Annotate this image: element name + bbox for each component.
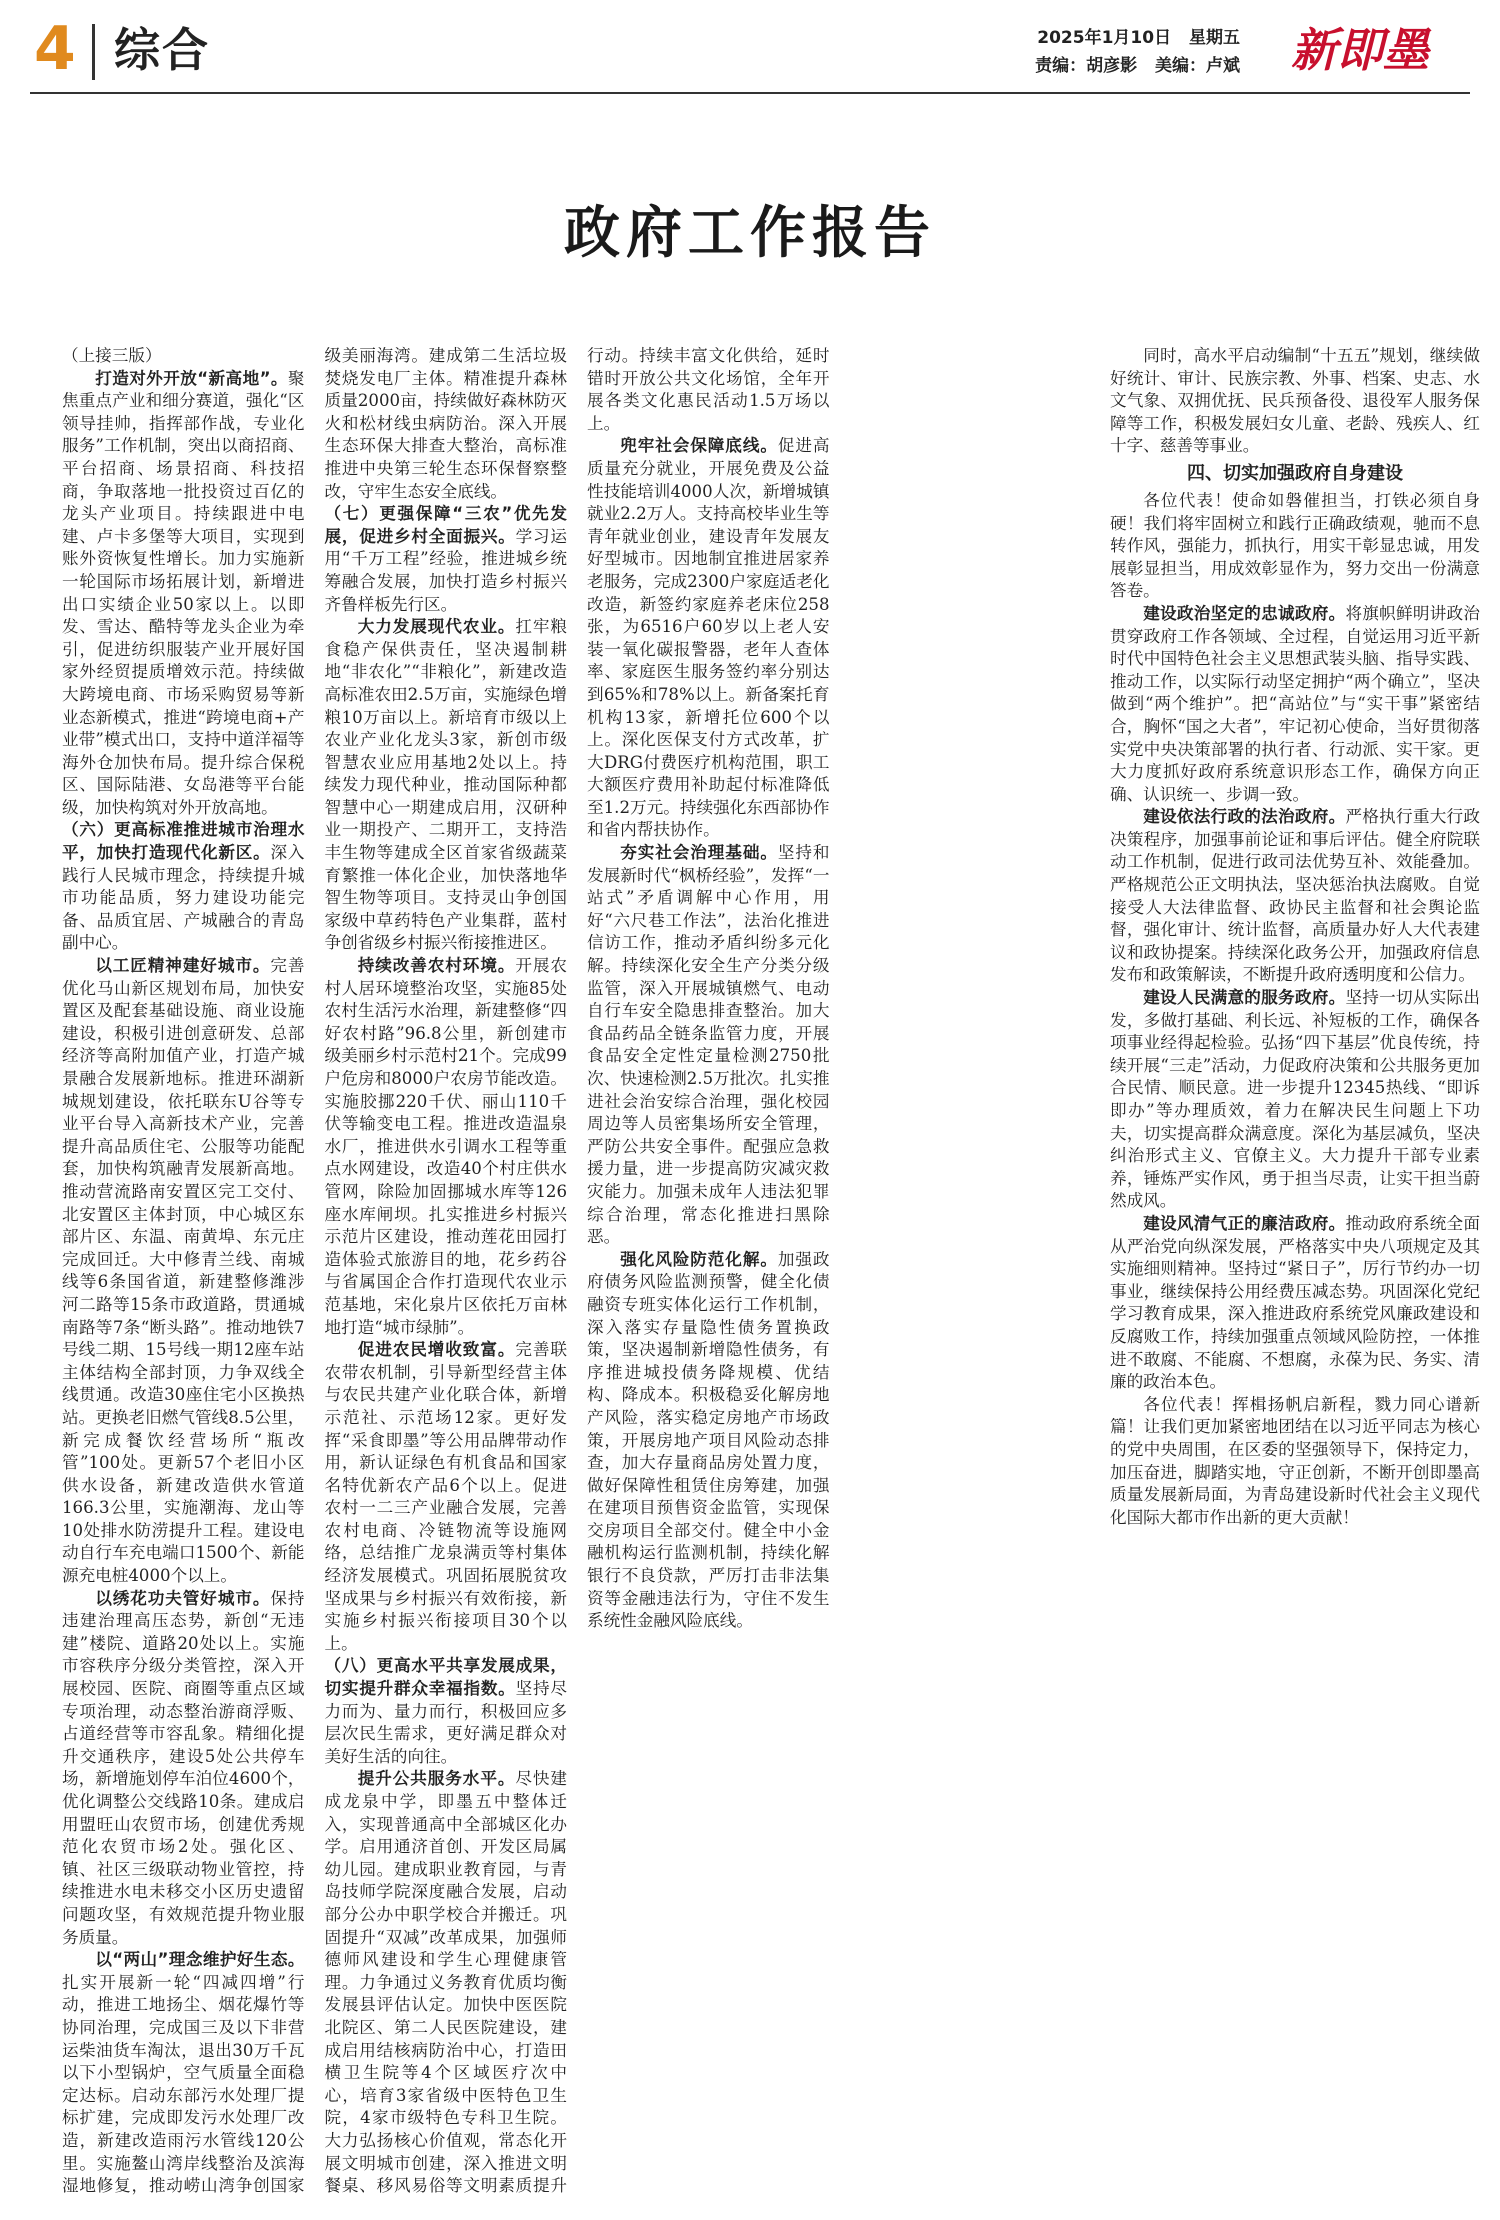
paragraph-text: 完善优化马山新区规划布局，加快安置区及配套基础设施、商业设施建设，积极引进创意研发、总部经济等高附加值产业，打造产城景融合发展新地标。推进环湖新城规划建设，依托联东U谷等专业平台导入高新技术产业，完善提升高品质住宅、公服等功能配套，加快构筑融青发展新高地。推动营流路南安置区完工交付、北安置区主体封顶，中心城区东部片区、东温、南黄埠、东元庄完成回迁。大中修青兰线、南城线等6条国省道，新建整修潍涉河二路等15条市政道路，贯通城南路等7条“断头路”。推动地铁7号线二期、15号线一期12座车站主体结构全部封顶，力争双线全线贯通。改造30座住宅小区换热站。更换老旧燃气管线8.5公里，新完成餐饮经营场所“瓶改管”100处。更新57个老旧小区供水设备，新建改造供水管道166.3公里，实施潮海、龙山等10处排水防涝提升工程。建设电动自行车充电端口1500个、新能源充电桩4000个以上。 — [62, 956, 305, 1586]
paragraph-lead: 大力发展现代农业。 — [357, 617, 516, 637]
paragraph-lead: 打造对外开放“新高地”。 — [95, 368, 288, 388]
paragraph-text: 各位代表！挥楫扬帆启新程，戮力同心谱新篇！让我们更加紧密地团结在以习近平同志为核心的党中央周围，在区委的坚强领导下，保持定力，加压奋进，脚踏实地，守正创新，不断开创即墨高质量发展新局面，为青岛建设新时代社会主义现代化国际大都市作出新的更大贡献！ — [1110, 1394, 1480, 1527]
designer-credit: 美编：卢斌 — [1155, 56, 1240, 76]
paragraph-text: 各位代表！使命如磐催担当，打铁必须自身硬！我们将牢固树立和践行正确政绩观，驰而不息转作风，强能力，抓执行，用实干彰显忠诚，用发展彰显担当，用成效彰显作为，努力交出一份满意答卷。 — [1110, 490, 1480, 601]
paragraph-text: 同时，高水平启动编制“十五五”规划，继续做好统计、审计、民族宗教、外事、档案、史志、水文气象、双拥优抚、民兵预备役、退役军人服务保障等工作，积极发展妇女儿童、老龄、残疾人、红十字、慈善等事业。 — [1110, 346, 1480, 456]
newspaper-logo — [1250, 14, 1470, 84]
paragraph-lead: 以“两山”理念维护好生态。 — [95, 1950, 305, 1970]
paragraph-text: 严格执行重大行政决策程序，加强事前论证和事后评估。健全府院联动工作机制，促进行政司法优势互补、效能叠加。严格规范公正文明执法，坚决惩治执法腐败。自觉接受人大法律监督、政协民主监督和社会舆论监督，强化审计、统计监督，高质量办好人大代表建议和政协提案。持续深化政务公开，加强政府信息发布和政策解读，不断提升政府透明度和公信力。 — [1110, 807, 1480, 985]
paragraph-lead: 以工匠精神建好城市。 — [95, 956, 271, 976]
header-rule — [30, 92, 1470, 94]
paragraph-text: 促进高质量充分就业，开展免费及公益性技能培训4000人次，新增城镇就业2.2万人。支持高校毕业生等青年就业创业，建设青年发展友好型城市。因地制宜推进居家养老服务，完成2300户家庭适老化改造，新签约家庭养老床位258张，为6516户60岁以上老人安装一氧化碳报警器，老年人查体率、家庭医生服务签约率分别达到65%和78%以上。新备案托育机构13家，新增托位600个以上。深化医保支付方式改革，扩大DRG付费医疗机构范围，职工大额医疗费用补助起付标准降低至1.2万元。持续强化东西部协作和省内帮扶协作。 — [587, 436, 830, 840]
article-headline: 政府工作报告 — [564, 200, 936, 266]
header-separator — [92, 24, 95, 80]
article-paragraph — [1110, 345, 1480, 458]
article-body-right-column — [1110, 345, 1480, 2205]
paragraph-text: 保持违建治理高压态势，新创“无违建”楼院、道路20处以上。实施市容秩序分级分类管控，深入开展校园、医院、商圈等重点区域专项治理，动态整治游商浮贩、占道经营等市容乱象。精细化提升交通秩序，建设5处公共停车场，新增施划停车泊位4600个，优化调整公交线路10条。建成启用盟旺山农贸市场，创建优秀规范化农贸市场2处。强化区、镇、社区三级联动物业管控，持续推进水电未移交小区历史遗留问题攻坚，有效规范提升物业服务质量。 — [62, 1588, 305, 1947]
subsection-heading: （六）更高标准推进城市治理水平，加快打造现代化新区。 — [62, 820, 305, 863]
paragraph-lead: 持续改善农村环境。 — [357, 956, 516, 976]
paragraph-lead: 建设政治坚定的忠诚政府。 — [1143, 603, 1346, 623]
article-paragraph — [325, 1339, 568, 1655]
subsection-heading: （八）更高水平共享发展成果，切实提升群众幸福指数。 — [324, 1656, 567, 1699]
masthead — [30, 14, 1470, 88]
paragraph-text: 加强政府债务风险监测预警，健全化债融资专班实体化运行工作机制，深入落实存量隐性债务置换政策，坚决遏制新增隐性债务，有序推进城投债务降规模、优结构、降成本。积极稳妥化解房地产风险，落实稳定房地产市场政策，开展房地产项目风险动态排查，加大存量商品房处置力度，做好保障性租赁住房筹建，加强在建项目预售资金监管，实现保交房项目全部交付。健全中小金融机构运行监测机制，持续化解银行不良贷款，严厉打击非法集资等金融违法行为，守住不发生系统性金融风险底线。 — [587, 1249, 830, 1631]
paragraph-lead: 促进农民增收致富。 — [357, 1340, 516, 1360]
article-paragraph — [325, 503, 568, 616]
article-paragraph — [1110, 1213, 1480, 1394]
article-paragraph — [62, 1588, 305, 1950]
article-paragraph — [62, 819, 305, 955]
paragraph-text: 开展农村人居环境整治攻坚，实施85处农村生活污水治理，新建整修“四好农村路”96.8公里，新创建市级美丽乡村示范村21个。完成99户危房和8000户农房节能改造。实施胶挪220千伏、丽山110千伏等输变电工程。推进改造温泉水厂，推进供水引调水工程等重点水网建设，改造40个村庄供水管网，除险加固挪城水库等126座水库闸坝。扎实推进乡村振兴示范片区建设，推动莲花田园打造体验式旅游目的地，花乡药谷与省属国企合作打造现代农业示范基地，宋化泉片区依托万亩林地打造“城市绿肺”。 — [324, 956, 568, 1337]
article-paragraph — [1110, 806, 1480, 987]
paragraph-text: 坚持和发展新时代“枫桥经验”，发挥“一站式”矛盾调解中心作用，用好“六尺巷工作法”，法治化推进信访工作，推动矛盾纠纷多元化解。持续深化安全生产分类分级监管，深入开展城镇燃气、电动自行车安全隐患排查整治。加大食品药品全链条监管力度，开展食品安全定性定量检测2750批次、快速检测2.5万批次。扎实推进社会治安综合治理，强化校园周边等人员密集场所安全管理，严防公共安全事件。配强应急救援力量，进一步提高防灾减灾救灾能力。加强未成年人违法犯罪综合治理，常态化推进扫黑除恶。 — [587, 843, 830, 1247]
paragraph-lead: 以绣花功夫管好城市。 — [95, 1588, 271, 1608]
article-paragraph — [587, 842, 830, 1249]
paragraph-lead: 建设风清气正的廉洁政府。 — [1143, 1213, 1346, 1233]
article-paragraph — [1110, 1394, 1480, 1530]
paragraph-lead: 强化风险防范化解。 — [620, 1249, 778, 1269]
paragraph-lead: 建设人民满意的服务政府。 — [1143, 988, 1346, 1008]
paragraph-text: 完善联农带农机制，引导新型经营主体与农民共建产业化联合体，新增示范社、示范场12家。更好发挥“采食即墨”等公用品牌带动作用，新认证绿色有机食品和国家名特优新农产品6个以上。促进农村一二三产业融合发展，完善农村电商、冷链物流等设施网络，总结推广龙泉满贡等村集体经济发展模式。巩固拓展脱贫攻坚成果与乡村振兴有效衔接，新实施乡村振兴衔接项目30个以上。 — [324, 1340, 568, 1653]
paragraph-text: 将旗帜鲜明讲政治贯穿政府工作各领域、全过程，自觉运用习近平新时代中国特色社会主义思想武装头脑、指导实践、推动工作，以实际行动坚定拥护“两个确立”，坚决做到“两个维护”。把“高站位”与“实干事”紧密结合，胸怀“国之大者”，牢记初心使命，当好贯彻落实党中央决策部署的执行者、行动派、实干家。更大力度抓好政府系统意识形态工作，确保方向正确、认识统一、步调一致。 — [1110, 603, 1480, 804]
issue-date: 2025年1月10日 — [1037, 28, 1172, 48]
paragraph-text: 尽快建成龙泉中学，即墨五中整体迁入，实现普通高中全部城区化办学。启用通济首创、开发区局属幼儿园。建成职业教育园，与青岛技师学院深度融合发展，启动部分公办中职学校合并搬迁。巩固提升“双减”改革成果，加强师德师风建设和学生心理健康管理。力争通过义务教育优质均衡发展县评估认定。加快中医医院北院区、第二人民医院建设，建成启用结核病防治中心，打造田横卫生院等4个区域医疗次中心，培育3家省级中医特色卫生院，4家市级特色专科卫生院。大力弘扬核心价值观，常态化开展文明城市创建，深入推进文明餐桌、移风易俗等文明素质提升行动。持续丰富文化供给，延时错时开放公共文化场馆，全年开展各类文化惠民活动1.5万场以上。 — [324, 346, 830, 2196]
article-paragraph — [325, 955, 568, 1339]
paragraph-lead: 提升公共服务水平。 — [357, 1769, 516, 1789]
article-body — [62, 345, 1092, 2205]
subsection-heading: （七）更强保障“三农”优先发展，促进乡村全面振兴。 — [324, 504, 567, 546]
article-paragraph — [587, 435, 830, 842]
paragraph-lead: 建设依法行政的法治政府。 — [1143, 807, 1346, 827]
article-paragraph — [587, 1249, 830, 1633]
paragraph-lead: 夯实社会治理基础。 — [620, 843, 778, 863]
article-paragraph — [1110, 603, 1480, 806]
article-paragraph — [325, 1655, 568, 1768]
section-heading: 四、切实加强政府自身建设 — [1187, 462, 1403, 484]
header-info — [1023, 24, 1240, 80]
paragraph-text: 聚焦重点产业和细分赛道，强化“区领导挂帅，指挥部作战，专业化服务”工作机制，突出以商招商、平台招商、场景招商、科技招商，争取落地一批投资过百亿的龙头产业项目。持续跟进中电建、卢卡多堡等大项目，实现到账外资恢复性增长。加力实施新一轮国际市场拓展计划，新增进出口实绩企业50家以上。以即发、雪达、酷特等龙头企业为牵引，促进纺织服装产业开展好国家外经贸提质增效示范。持续做大跨境电商、市场采购贸易等新业态新模式，推进“跨境电商+产业带”模式出口，支持中道洋福等海外仓加快布局。提升综合保税区、国际陆港、女岛港等平台能级，加快构筑对外开放高地。 — [62, 368, 305, 817]
article-paragraph — [1110, 490, 1480, 603]
section-name: 综合 — [114, 23, 210, 77]
editor-credit: 责编：胡彦影 — [1035, 56, 1138, 76]
paragraph-text: 坚持尽力而为、量力而行，积极回应多层次民生需求，更好满足群众对美好生活的向往。 — [324, 1679, 568, 1766]
continued-note: （上接三版） — [62, 346, 162, 365]
article-paragraph — [1110, 987, 1480, 1213]
paragraph-text: 扎实开展新一轮“四减四增”行动，推进工地扬尘、烟花爆竹等协同治理，完成国三及以下非营运柴油货车淘汰，退出30万千瓦以下小型锅炉，空气质量全面稳定达标。启动东部污水处理厂提标扩建，完成即发污水处理厂改造，新建改造雨污水管线120公里。实施鳌山湾岸线整治及滨海湿地修复，推动崂山湾争创国家级美丽海湾。建成第二生活垃圾焚烧发电厂主体。精准提升森林质量2000亩，持续做好森林防灭火和松材线虫病防治。深入开展生态环保大排查大整治，高标准推进中央第三轮生态环保督察整改，守牢生态安全底线。 — [62, 346, 567, 2196]
paragraph-text: 学习运用“千万工程”经验，推进城乡统筹融合发展，加快打造乡村振兴齐鲁样板先行区。 — [324, 526, 568, 614]
paragraph-text: 坚持一切从实际出发，多做打基础、利长远、补短板的工作，确保各项事业经得起检验。弘扬“四下基层”优良传统，持续开展“三走”活动，力促政府决策和公共服务更加合民情、顺民意。进一步提升12345热线、“即诉即办”等办理质效，着力在解决民生问题上下功夫，切实提高群众满意度。深化为基层减负，坚决纠治形式主义、官僚主义。大力提升干部专业素养，锤炼严实作风，勇于担当尽责，让实干担当蔚然成风。 — [1110, 988, 1480, 1211]
paragraph-text: 深入践行人民城市理念，持续提升城市功能品质，努力建设功能完备、品质宜居、产城融合的青岛副中心。 — [62, 843, 305, 953]
paragraph-text: 推动政府系统全面从严治党向纵深发展，严格落实中央八项规定及其实施细则精神。坚持过“紧日子”，厉行节约办一切事业，继续保持公用经费压减态势。巩固深化党纪学习教育成果，深入推进政府系统党风廉政建设和反腐败工作，持续加强重点领域风险防控，一体推进不敢腐、不能腐、不想腐，永葆为民、务实、清廉的政治本色。 — [1110, 1213, 1480, 1392]
article-paragraph — [325, 616, 568, 955]
article-paragraph — [62, 368, 305, 820]
paragraph-lead: 兜牢社会保障底线。 — [620, 436, 778, 456]
newspaper-logo-text: 新即墨 — [1291, 23, 1429, 77]
page-number: 4 — [34, 14, 76, 84]
issue-weekday: 星期五 — [1189, 28, 1240, 48]
article-paragraph — [62, 955, 305, 1588]
paragraph-text: 扛牢粮食稳产保供责任，坚决遏制耕地“非农化”“非粮化”，新建改造高标准农田2.5万亩，实施绿色增粮10万亩以上。新培育市级以上农业产业化龙头3家，新创市级智慧农业应用基地2处以上。持续发力现代种业，推动国际种都智慧中心一期建成启用，汉研种业一期投产、二期开工，支持浩丰生物等建成全区首家省级蔬菜育繁推一体化企业，加快落地华智生物等项目。支持灵山争创国家级中草药特色产业集群，蓝村争创省级乡村振兴衔接推进区。 — [324, 617, 568, 953]
